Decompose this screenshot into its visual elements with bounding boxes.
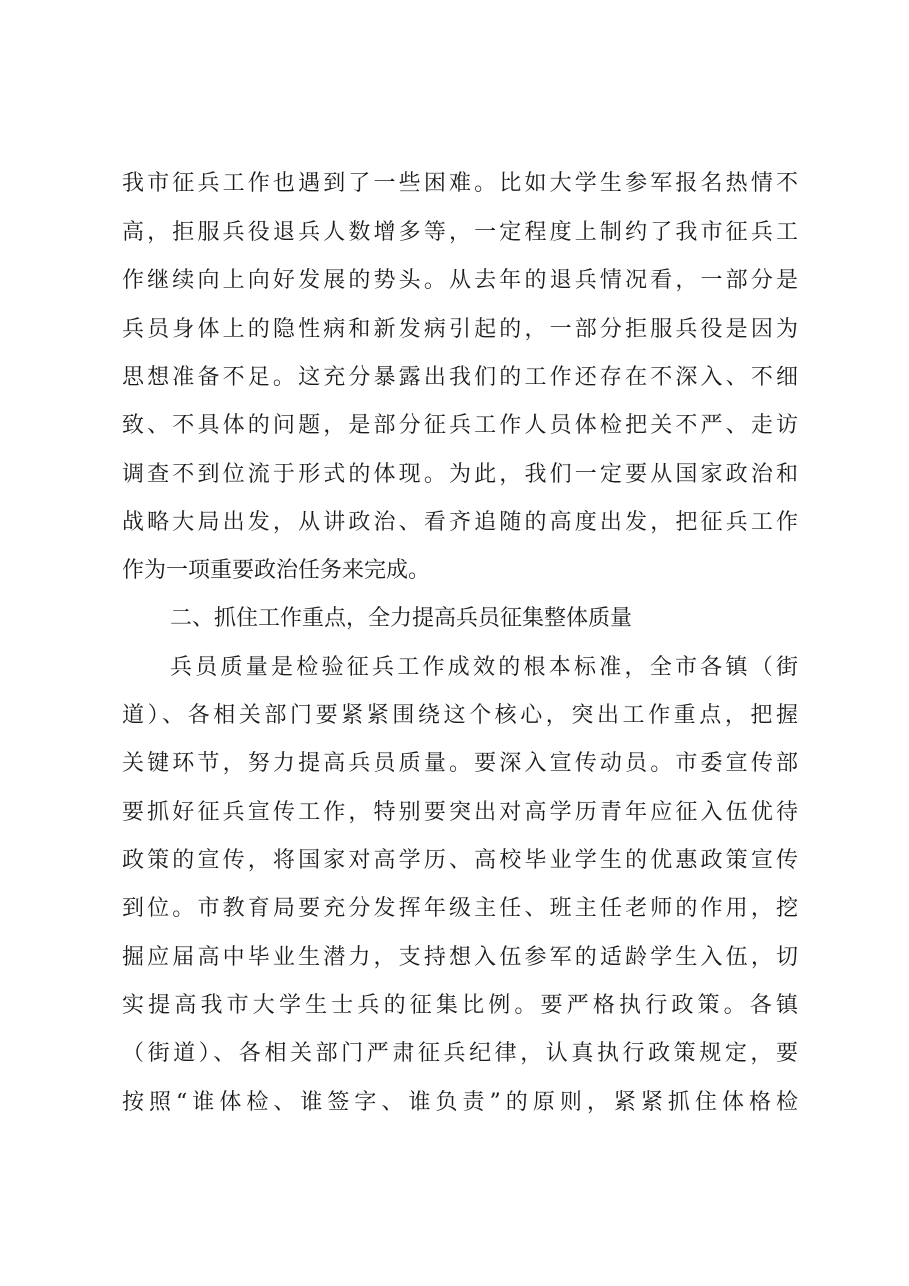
paragraph-1-line-2: 高，拒服兵役退兵人数增多等，一定程度上制约了我市征兵工 <box>122 220 798 245</box>
paragraph-2-line-5: 政策的宣传，将国家对高学历、高校毕业学生的优惠政策宣传 <box>122 848 798 873</box>
paragraph-2-line-1: 兵员质量是检验征兵工作成效的根本标准，全市各镇（街 <box>170 655 798 680</box>
paragraph-2-line-7: 掘应届高中毕业生潜力，支持想入伍参军的适龄学生入伍，切 <box>122 945 798 970</box>
paragraph-1-line-5: 思想准备不足。这充分暴露出我们的工作还存在不深入、不细 <box>122 365 798 390</box>
paragraph-1-line-1: 我市征兵工作也遇到了一些困难。比如大学生参军报名热情不 <box>122 171 798 196</box>
paragraph-1-line-6: 致、不具体的问题，是部分征兵工作人员体检把关不严、走访 <box>122 413 798 438</box>
paragraph-2-line-3: 关键环节，努力提高兵员质量。要深入宣传动员。市委宣传部 <box>122 751 798 776</box>
paragraph-2-line-10: 按照“谁体检、谁签字、谁负责”的原则，紧紧抓住体格检 <box>122 1090 798 1115</box>
paragraph-1-line-9: 作为一项重要政治任务来完成。 <box>122 558 431 583</box>
paragraph-1-line-4: 兵员身体上的隐性病和新发病引起的，一部分拒服兵役是因为 <box>122 317 798 342</box>
paragraph-1-line-8: 战略大局出发，从讲政治、看齐追随的高度出发，把征兵工作 <box>122 510 798 535</box>
paragraph-1-line-3: 作继续向上向好发展的势头。从去年的退兵情况看，一部分是 <box>122 268 798 293</box>
paragraph-2-line-4: 要抓好征兵宣传工作，特别要突出对高学历青年应征入伍优待 <box>122 800 798 825</box>
paragraph-2-line-9: （街道）、各相关部门严肃征兵纪律，认真执行政策规定，要 <box>122 1041 798 1066</box>
paragraph-2-line-2: 道）、各相关部门要紧紧围绕这个核心，突出工作重点，把握 <box>122 703 798 728</box>
paragraph-2-line-8: 实提高我市大学生士兵的征集比例。要严格执行政策。各镇 <box>122 993 798 1018</box>
section-heading: 二、抓住工作重点，全力提高兵员征集整体质量 <box>170 606 633 631</box>
paragraph-1-line-7: 调查不到位流于形式的体现。为此，我们一定要从国家政治和 <box>122 462 798 487</box>
paragraph-2-line-6: 到位。市教育局要充分发挥年级主任、班主任老师的作用，挖 <box>122 896 798 921</box>
